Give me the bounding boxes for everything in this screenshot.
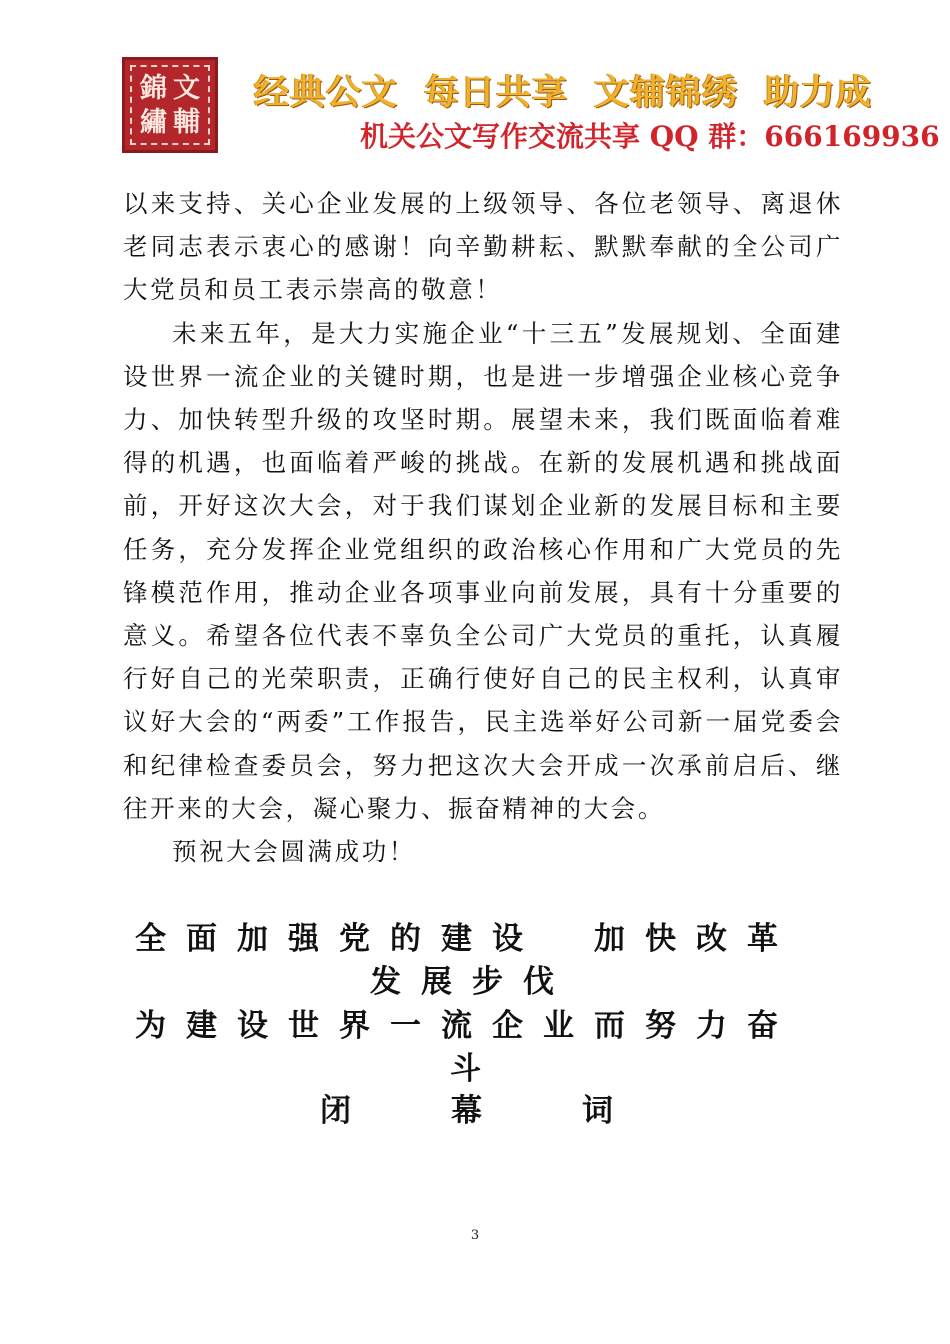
title-char: 幕 [451,1093,482,1129]
slogan-item: 每日共享 [424,73,569,113]
logo-glyph: 錦 [140,73,167,104]
slogan-item: 经典公文 [254,73,399,113]
logo-glyphs [137,72,203,138]
section-title-line: 全面加强党的建设 加快改革 [135,921,798,957]
logo-glyph: 繡 [140,107,167,138]
body-paragraph: 未来五年，是大力实施企业“十三五”发展规划、全面建设世界一流企业的关键时期，也是进一步增强企业核心竞争力、加快转型升级的攻坚时期。展望未来，我们既面临着难得的机遇，也面临着严峻的挑战。在新的发展机遇和挑战面前，开好这次大会，对于我们谋划企业新的发展目标和主要任务，充分发挥企业党组织的政治核心作用和广大党员的先锋模范作用，推动企业各项事业向前发展，具有十分重要的意义。希望各位代表不辜负全公司广大党员的重托，认真履行好自己的光荣职责，正确行使好自己的民主权利，认真审议好大会的“两委”工作报告，民主选举好公司新一届党委会和纪律检查委员会，努力把这次大会开成一次承前启后、继往开来的大会，凝心聚力、振奋精神的大会。 [123,318,843,823]
title-char: 词 [582,1093,613,1129]
slogan-item: 文辅锦绣 [594,73,739,113]
title-char: 闭 [320,1093,351,1129]
body-paragraph: 以来支持、关心企业发展的上级领导、各位老领导、离退休老同志表示衷心的感谢！向辛勤耕耘、默默奉献的全公司广大党员和员工表示崇高的敬意！ [123,189,843,305]
slogan-item: 助力成 [764,73,873,113]
section-title-line: 发展步伐 [370,964,574,1000]
section-title-line: 斗 [450,1051,501,1087]
logo-glyph: 輔 [173,107,200,138]
page-number: 3 [470,1228,480,1243]
qq-group-line: 机关公文写作交流共享 QQ 群：666169936 [360,120,940,153]
brand-logo [122,57,218,153]
page-header [120,57,950,157]
header-slogan [254,65,898,115]
section-title-line: 为建设世界一流企业而努力奋 [135,1008,798,1044]
document-body [123,182,843,873]
closing-speech-title [320,1085,950,1130]
logo-glyph: 文 [173,73,200,104]
body-paragraph: 预祝大会圆满成功！ [172,837,416,867]
